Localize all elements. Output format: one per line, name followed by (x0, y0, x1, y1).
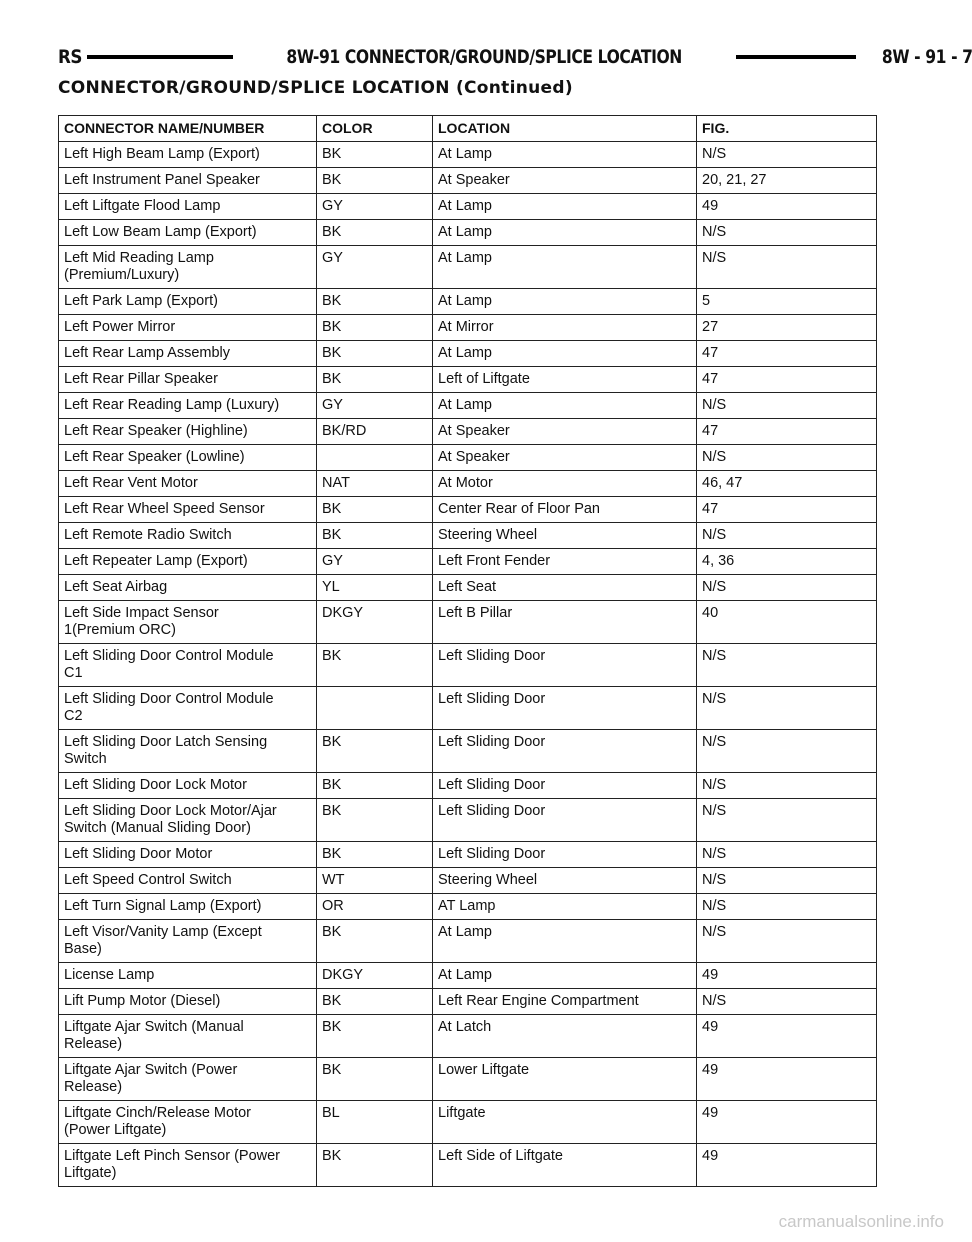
location-cell: Left Sliding Door (433, 799, 697, 842)
connector-name-cell: Left Remote Radio Switch (59, 523, 317, 549)
connector-name-cell: Left Low Beam Lamp (Export) (59, 220, 317, 246)
fig-cell: 49 (697, 1015, 877, 1058)
table-row (59, 799, 877, 842)
fig-cell: N/S (697, 523, 877, 549)
color-cell: YL (317, 575, 433, 601)
location-cell: Left B Pillar (433, 601, 697, 644)
table-row (59, 419, 877, 445)
table-row (59, 168, 877, 194)
location-cell: Left Sliding Door (433, 773, 697, 799)
fig-cell: N/S (697, 445, 877, 471)
location-cell: Steering Wheel (433, 523, 697, 549)
location-cell: Left Front Fender (433, 549, 697, 575)
fig-cell: 49 (697, 194, 877, 220)
connector-table (58, 115, 877, 1187)
table-row (59, 367, 877, 393)
page-header (58, 44, 972, 70)
connector-name-cell: Left Sliding Door Control Module C1 (59, 644, 317, 687)
fig-cell: 47 (697, 341, 877, 367)
fig-cell: N/S (697, 246, 877, 289)
color-cell: BK (317, 523, 433, 549)
fig-cell: 20, 21, 27 (697, 168, 877, 194)
connector-name-cell: Left Rear Speaker (Lowline) (59, 445, 317, 471)
location-cell: Steering Wheel (433, 868, 697, 894)
color-cell: BK (317, 315, 433, 341)
table-row (59, 842, 877, 868)
location-cell: Left Seat (433, 575, 697, 601)
color-cell: BK (317, 1015, 433, 1058)
color-cell: BK (317, 920, 433, 963)
color-cell: BK (317, 289, 433, 315)
connector-name-cell: Left Sliding Door Latch Sensing Switch (59, 730, 317, 773)
connector-name-cell: Lift Pump Motor (Diesel) (59, 989, 317, 1015)
table-row (59, 194, 877, 220)
connector-name-cell: Left High Beam Lamp (Export) (59, 142, 317, 168)
location-cell: AT Lamp (433, 894, 697, 920)
color-cell: OR (317, 894, 433, 920)
connector-name-cell: Left Liftgate Flood Lamp (59, 194, 317, 220)
connector-name-cell: Left Repeater Lamp (Export) (59, 549, 317, 575)
connector-name-cell: Left Seat Airbag (59, 575, 317, 601)
table-row (59, 963, 877, 989)
table-row (59, 1015, 877, 1058)
location-cell: At Lamp (433, 963, 697, 989)
connector-name-cell: Left Instrument Panel Speaker (59, 168, 317, 194)
table-body (59, 142, 877, 1187)
connector-name-cell: Left Mid Reading Lamp (Premium/Luxury) (59, 246, 317, 289)
table-row (59, 1101, 877, 1144)
column-header: CONNECTOR NAME/NUMBER (59, 116, 317, 142)
table-row (59, 773, 877, 799)
connector-name-cell: Left Rear Pillar Speaker (59, 367, 317, 393)
table-row (59, 289, 877, 315)
color-cell: BK (317, 644, 433, 687)
connector-name-cell: Left Visor/Vanity Lamp (Except Base) (59, 920, 317, 963)
table-header-row (59, 116, 877, 142)
location-cell: At Lamp (433, 246, 697, 289)
table-row (59, 220, 877, 246)
fig-cell: N/S (697, 393, 877, 419)
color-cell: BK (317, 1144, 433, 1187)
connector-name-cell: Left Rear Reading Lamp (Luxury) (59, 393, 317, 419)
table-row (59, 246, 877, 289)
fig-cell: 49 (697, 1144, 877, 1187)
color-cell (317, 687, 433, 730)
color-cell: BK (317, 367, 433, 393)
fig-cell: 4, 36 (697, 549, 877, 575)
fig-cell: 5 (697, 289, 877, 315)
table-row (59, 894, 877, 920)
fig-cell: 47 (697, 497, 877, 523)
connector-name-cell: Left Park Lamp (Export) (59, 289, 317, 315)
table-row (59, 549, 877, 575)
fig-cell: 46, 47 (697, 471, 877, 497)
table-row (59, 1058, 877, 1101)
connector-name-cell: License Lamp (59, 963, 317, 989)
table-row (59, 601, 877, 644)
location-cell: Left Sliding Door (433, 687, 697, 730)
location-cell: Left of Liftgate (433, 367, 697, 393)
color-cell: DKGY (317, 963, 433, 989)
table-row (59, 644, 877, 687)
fig-cell: N/S (697, 220, 877, 246)
location-cell: Left Sliding Door (433, 730, 697, 773)
color-cell: GY (317, 246, 433, 289)
table-row (59, 920, 877, 963)
table-row (59, 445, 877, 471)
location-cell: Left Rear Engine Compartment (433, 989, 697, 1015)
location-cell: At Lamp (433, 194, 697, 220)
color-cell: WT (317, 868, 433, 894)
fig-cell: N/S (697, 575, 877, 601)
color-cell: BK (317, 773, 433, 799)
location-cell: At Lamp (433, 142, 697, 168)
fig-cell: N/S (697, 687, 877, 730)
color-cell: BK (317, 168, 433, 194)
table-row (59, 687, 877, 730)
section-code: RS (58, 46, 83, 68)
fig-cell: 47 (697, 419, 877, 445)
location-cell: At Speaker (433, 168, 697, 194)
color-cell: BK (317, 989, 433, 1015)
page-subtitle: CONNECTOR/GROUND/SPLICE LOCATION (Continued) (58, 78, 573, 98)
connector-name-cell: Left Turn Signal Lamp (Export) (59, 894, 317, 920)
connector-name-cell: Left Side Impact Sensor 1(Premium ORC) (59, 601, 317, 644)
fig-cell: 27 (697, 315, 877, 341)
fig-cell: N/S (697, 730, 877, 773)
fig-cell: N/S (697, 842, 877, 868)
fig-cell: 49 (697, 1101, 877, 1144)
watermark: carmanualsonline.info (778, 1212, 944, 1231)
fig-cell: N/S (697, 644, 877, 687)
column-header: COLOR (317, 116, 433, 142)
connector-name-cell: Left Sliding Door Motor (59, 842, 317, 868)
table-row (59, 497, 877, 523)
location-cell: At Mirror (433, 315, 697, 341)
fig-cell: N/S (697, 799, 877, 842)
connector-name-cell: Left Sliding Door Control Module C2 (59, 687, 317, 730)
connector-name-cell: Left Power Mirror (59, 315, 317, 341)
connector-name-cell: Left Rear Speaker (Highline) (59, 419, 317, 445)
connector-name-cell: Left Sliding Door Lock Motor/Ajar Switch (Manual Sliding Door) (59, 799, 317, 842)
fig-cell: N/S (697, 868, 877, 894)
color-cell: BK (317, 1058, 433, 1101)
location-cell: Center Rear of Floor Pan (433, 497, 697, 523)
color-cell: BK (317, 842, 433, 868)
connector-name-cell: Liftgate Ajar Switch (Power Release) (59, 1058, 317, 1101)
color-cell: BL (317, 1101, 433, 1144)
location-cell: Left Sliding Door (433, 842, 697, 868)
color-cell: GY (317, 549, 433, 575)
fig-cell: 47 (697, 367, 877, 393)
fig-cell: 40 (697, 601, 877, 644)
connector-name-cell: Left Speed Control Switch (59, 868, 317, 894)
connector-name-cell: Liftgate Left Pinch Sensor (Power Liftgate) (59, 1144, 317, 1187)
header-rule-left (87, 55, 233, 59)
fig-cell: 49 (697, 963, 877, 989)
location-cell: At Motor (433, 471, 697, 497)
page-number: 8W - 91 - 7 (881, 46, 972, 68)
table-row (59, 730, 877, 773)
location-cell: Lower Liftgate (433, 1058, 697, 1101)
color-cell: GY (317, 194, 433, 220)
color-cell: BK (317, 497, 433, 523)
location-cell: At Speaker (433, 419, 697, 445)
location-cell: At Lamp (433, 393, 697, 419)
color-cell: BK/RD (317, 419, 433, 445)
table-row (59, 315, 877, 341)
location-cell: At Lamp (433, 341, 697, 367)
location-cell: At Latch (433, 1015, 697, 1058)
fig-cell: N/S (697, 920, 877, 963)
connector-name-cell: Left Rear Lamp Assembly (59, 341, 317, 367)
table-row (59, 1144, 877, 1187)
connector-name-cell: Liftgate Ajar Switch (Manual Release) (59, 1015, 317, 1058)
table-row (59, 341, 877, 367)
location-cell: Liftgate (433, 1101, 697, 1144)
section-title: 8W-91 CONNECTOR/GROUND/SPLICE LOCATION (286, 46, 683, 68)
color-cell: BK (317, 220, 433, 246)
table-row (59, 523, 877, 549)
table-row (59, 989, 877, 1015)
header-rule-right (736, 55, 856, 59)
table-row (59, 575, 877, 601)
location-cell: At Lamp (433, 920, 697, 963)
color-cell: BK (317, 799, 433, 842)
color-cell: BK (317, 730, 433, 773)
fig-cell: N/S (697, 773, 877, 799)
connector-name-cell: Left Rear Vent Motor (59, 471, 317, 497)
column-header: LOCATION (433, 116, 697, 142)
color-cell: BK (317, 341, 433, 367)
color-cell (317, 445, 433, 471)
color-cell: NAT (317, 471, 433, 497)
location-cell: Left Sliding Door (433, 644, 697, 687)
location-cell: At Lamp (433, 289, 697, 315)
column-header: FIG. (697, 116, 877, 142)
connector-name-cell: Left Sliding Door Lock Motor (59, 773, 317, 799)
connector-name-cell: Left Rear Wheel Speed Sensor (59, 497, 317, 523)
table-row (59, 393, 877, 419)
location-cell: At Speaker (433, 445, 697, 471)
fig-cell: 49 (697, 1058, 877, 1101)
location-cell: Left Side of Liftgate (433, 1144, 697, 1187)
fig-cell: N/S (697, 142, 877, 168)
table-row (59, 471, 877, 497)
color-cell: DKGY (317, 601, 433, 644)
table-row (59, 868, 877, 894)
connector-name-cell: Liftgate Cinch/Release Motor (Power Liftgate) (59, 1101, 317, 1144)
color-cell: BK (317, 142, 433, 168)
color-cell: GY (317, 393, 433, 419)
fig-cell: N/S (697, 989, 877, 1015)
table-row (59, 142, 877, 168)
fig-cell: N/S (697, 894, 877, 920)
location-cell: At Lamp (433, 220, 697, 246)
